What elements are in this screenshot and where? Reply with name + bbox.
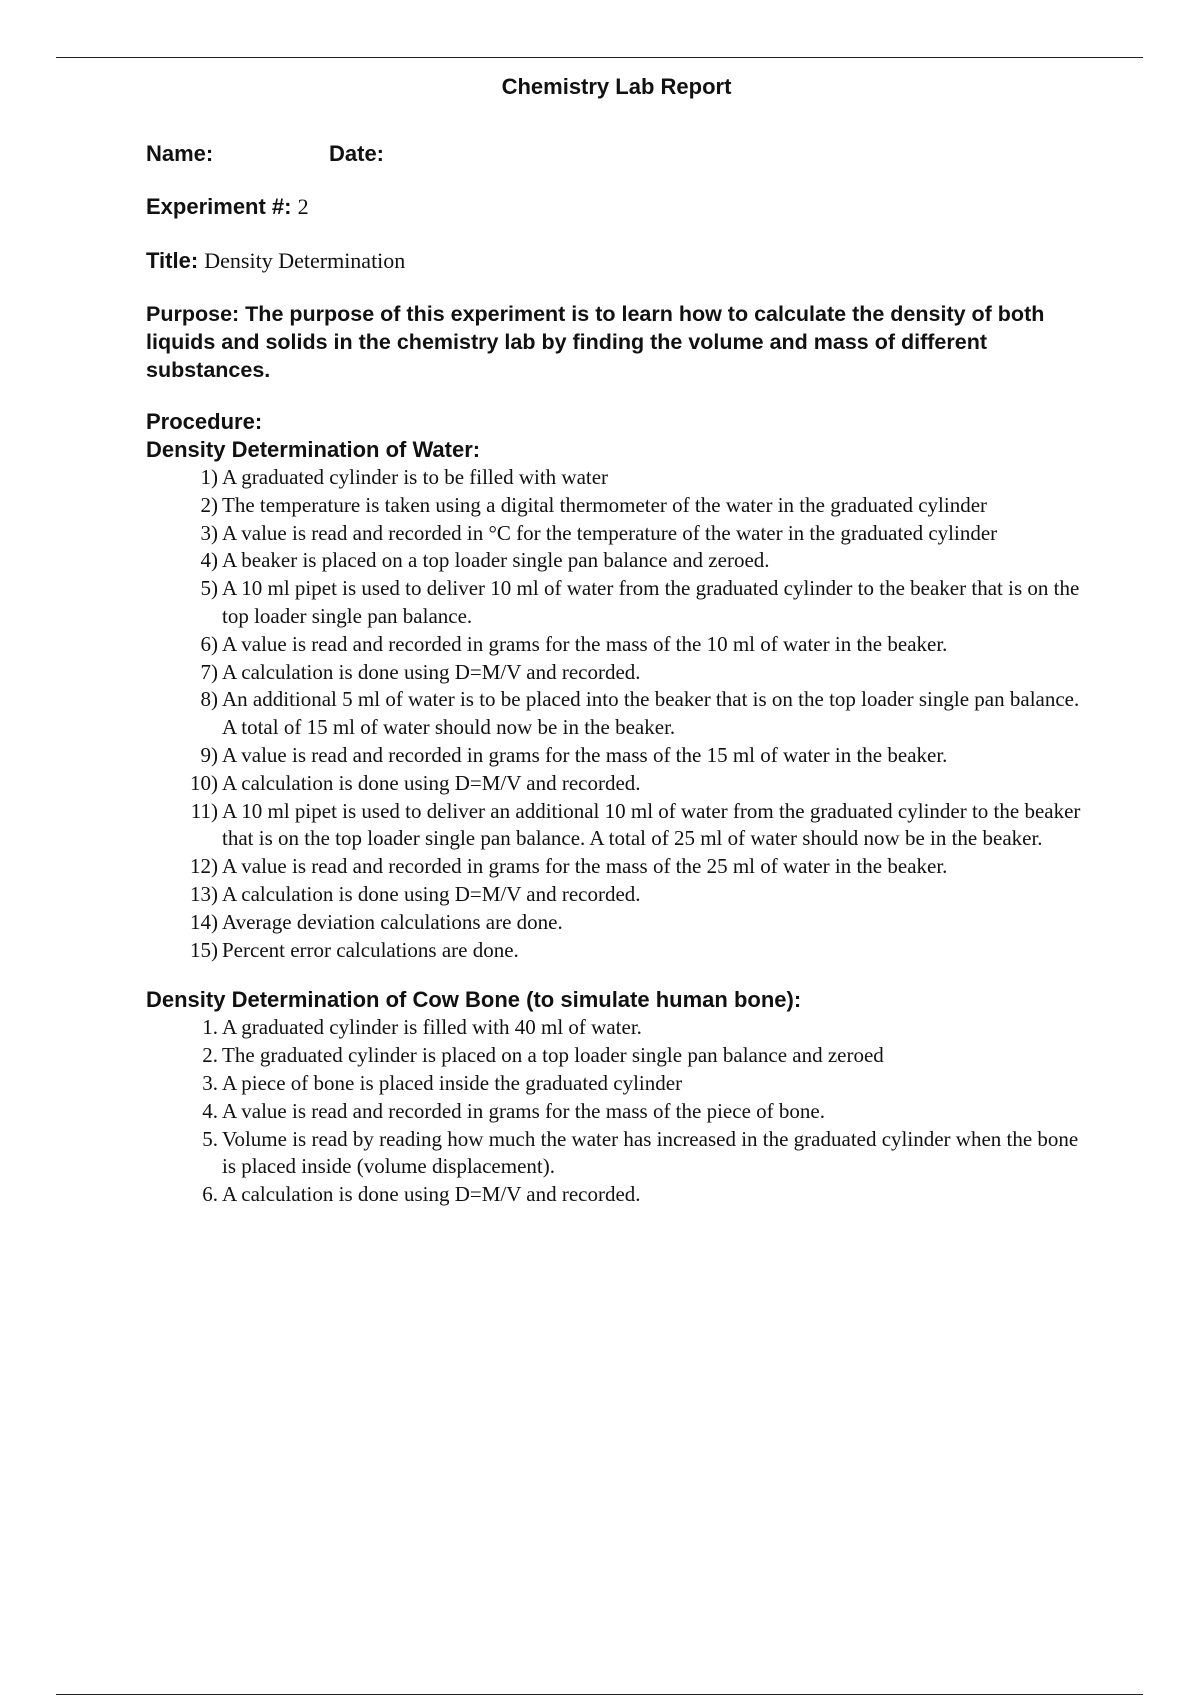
- step-number: 6): [200, 631, 218, 656]
- list-item: [146, 770, 1086, 798]
- name-label: Name:: [146, 141, 214, 166]
- list-item: [146, 547, 1086, 575]
- list-item: [146, 937, 1086, 965]
- step-text: A 10 ml pipet is used to deliver an additional 10 ml of water from the graduated cylinder to the beaker that is on the top loader single pan balance. A total of 25 ml of water should now be in the beaker.: [222, 798, 1081, 851]
- purpose-label: Purpose:: [146, 302, 240, 326]
- step-text: A beaker is placed on a top loader single pan balance and zeroed.: [222, 548, 770, 573]
- step-number: 10): [190, 770, 218, 795]
- list-item: [146, 853, 1086, 881]
- top-rule: [56, 57, 1143, 58]
- step-number: 11): [190, 798, 218, 823]
- step-text: A calculation is done using D=M/V and recorded.: [222, 1182, 641, 1207]
- bone-section-heading: Density Determination of Cow Bone (to simulate human bone):: [146, 987, 802, 1013]
- step-number: 9): [200, 742, 218, 767]
- step-text: An additional 5 ml of water is to be placed into the beaker that is on the top loader single pan balance. A total of 15 ml of water should now be in the beaker.: [222, 687, 1080, 740]
- step-number: 8): [200, 687, 218, 712]
- step-text: The graduated cylinder is placed on a top loader single pan balance and zeroed: [222, 1043, 884, 1068]
- step-text: Volume is read by reading how much the water has increased in the graduated cylinder when the bone is placed inside (volume displacement).: [222, 1126, 1079, 1179]
- list-item: [146, 1126, 1086, 1182]
- list-item: [146, 1014, 1086, 1042]
- experiment-row: [146, 193, 1086, 221]
- step-number: 6.: [202, 1182, 218, 1207]
- step-text: A calculation is done using D=M/V and recorded.: [222, 659, 641, 684]
- list-item: [146, 1098, 1086, 1126]
- step-text: A value is read and recorded in grams for the mass of the 25 ml of water in the beaker.: [222, 854, 948, 879]
- experiment-label: Experiment #:: [146, 194, 292, 219]
- step-number: 15): [190, 937, 218, 962]
- purpose-paragraph: [146, 300, 1086, 384]
- bone-steps-list: [146, 1014, 1086, 1209]
- report-body: [146, 140, 1086, 1209]
- step-text: A value is read and recorded in °C for the temperature of the water in the graduated cylinder: [222, 520, 998, 545]
- list-item: [146, 492, 1086, 520]
- step-text: A value is read and recorded in grams for the mass of the 10 ml of water in the beaker.: [222, 631, 948, 656]
- step-number: 7): [200, 659, 218, 684]
- step-text: A calculation is done using D=M/V and recorded.: [222, 881, 641, 906]
- step-number: 14): [190, 909, 218, 934]
- list-item: [146, 520, 1086, 548]
- step-number: 13): [190, 881, 218, 906]
- list-item: [146, 575, 1086, 631]
- step-text: Average deviation calculations are done.: [222, 909, 563, 934]
- step-text: A graduated cylinder is to be filled with water: [222, 465, 609, 489]
- step-text: A value is read and recorded in grams for the mass of the 15 ml of water in the beaker.: [222, 742, 948, 767]
- step-number: 4.: [202, 1098, 218, 1123]
- document-title: Chemistry Lab Report: [501, 74, 732, 99]
- title-value: Density Determination: [204, 248, 406, 273]
- step-text: The temperature is taken using a digital thermometer of the water in the graduated cylinder: [222, 492, 988, 517]
- step-number: 3.: [202, 1070, 218, 1095]
- step-number: 2.: [202, 1043, 218, 1068]
- list-item: [146, 1181, 1086, 1209]
- title-label: Title:: [146, 248, 199, 273]
- step-number: 3): [200, 520, 218, 545]
- step-number: 1.: [202, 1015, 218, 1040]
- list-item: [146, 881, 1086, 909]
- experiment-value: 2: [297, 194, 309, 219]
- list-item: [146, 742, 1086, 770]
- step-text: A calculation is done using D=M/V and recorded.: [222, 770, 641, 795]
- procedure-heading: Procedure:: [146, 409, 263, 434]
- step-text: Percent error calculations are done.: [222, 937, 519, 962]
- title-row: [146, 247, 1086, 275]
- step-text: A piece of bone is placed inside the graduated cylinder: [222, 1070, 683, 1095]
- bottom-rule: [56, 1694, 1143, 1695]
- list-item: [146, 909, 1086, 937]
- step-number: 5.: [202, 1126, 218, 1151]
- list-item: [146, 798, 1086, 854]
- date-label: Date:: [329, 141, 385, 166]
- step-text: A 10 ml pipet is used to deliver 10 ml of water from the graduated cylinder to the beaker that is on the top loader single pan balance.: [222, 576, 1080, 628]
- purpose-text: The purpose of this experiment is to learn how to calculate the density of both liquids and solids in the chemistry lab by finding the volume and mass of different substances.: [146, 302, 1045, 382]
- step-number: 12): [190, 854, 218, 879]
- name-date-row: [146, 140, 1086, 168]
- water-section-heading: Density Determination of Water:: [146, 437, 481, 462]
- step-number: 2): [200, 492, 218, 517]
- list-item: [146, 659, 1086, 687]
- list-item: [146, 1070, 1086, 1098]
- water-steps-list: [146, 464, 1086, 964]
- step-number: 1): [200, 465, 218, 489]
- step-text: A graduated cylinder is filled with 40 ml of water.: [222, 1015, 642, 1040]
- list-item: [146, 686, 1086, 742]
- step-number: 5): [200, 576, 218, 601]
- step-text: A value is read and recorded in grams for the mass of the piece of bone.: [222, 1098, 825, 1123]
- list-item: [146, 1042, 1086, 1070]
- list-item: [146, 464, 1086, 492]
- list-item: [146, 631, 1086, 659]
- step-number: 4): [200, 548, 218, 573]
